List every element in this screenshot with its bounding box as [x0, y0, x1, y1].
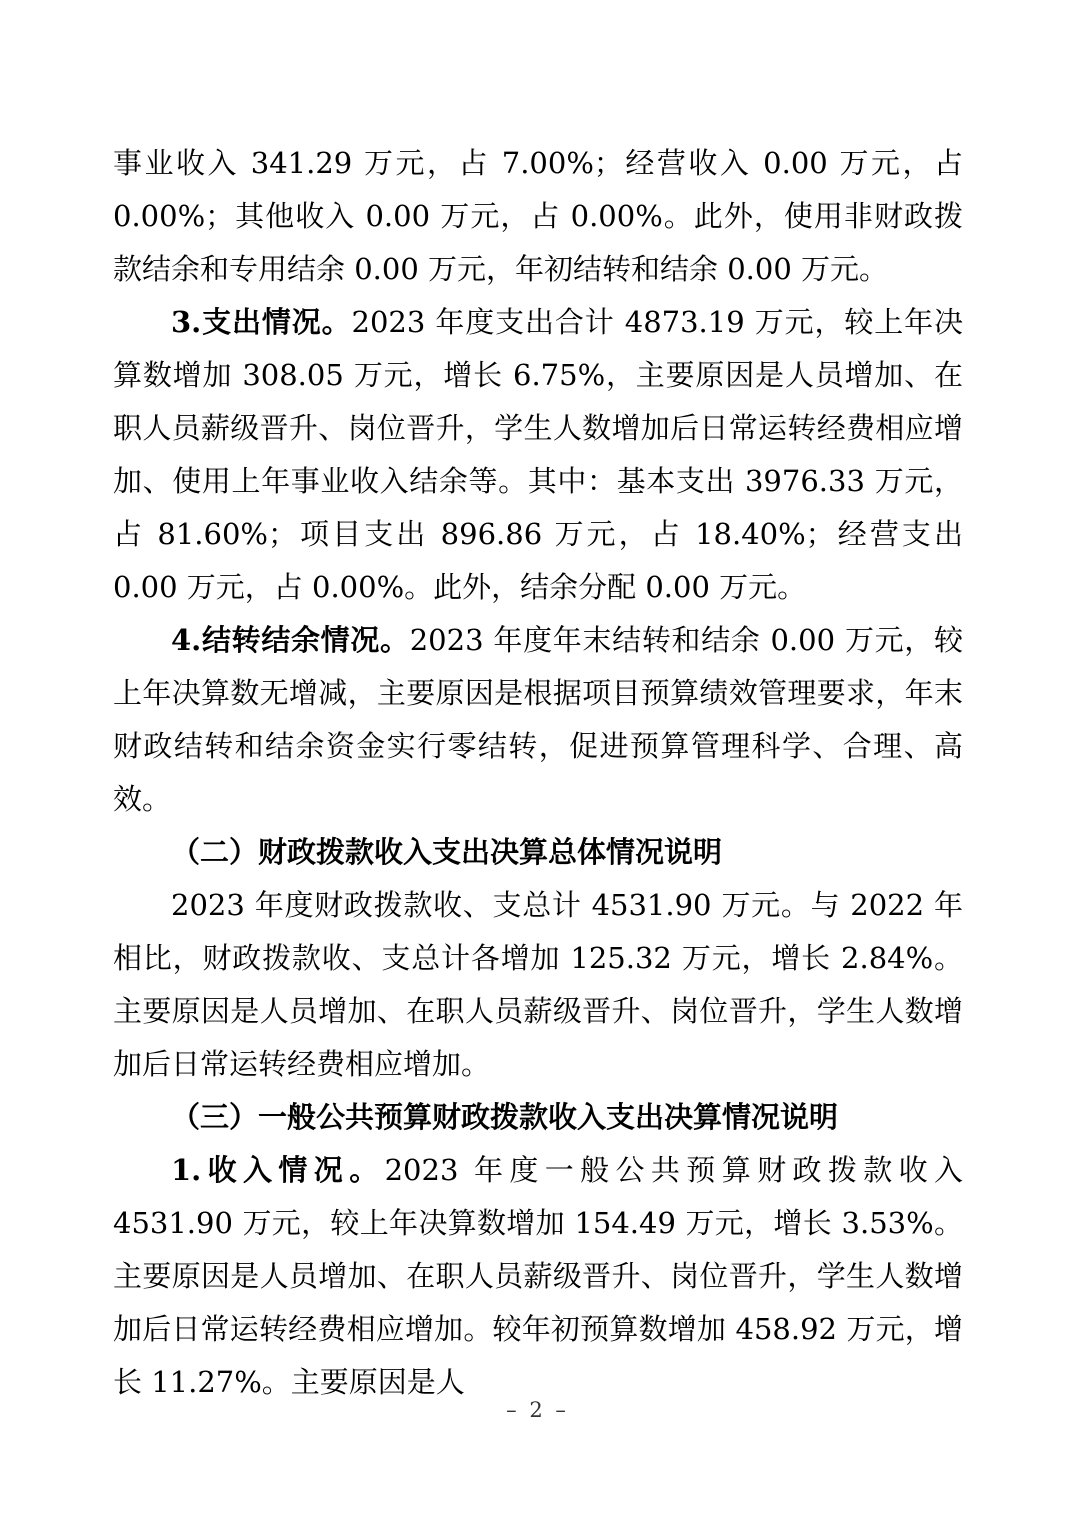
paragraph — [113, 296, 963, 614]
paragraph-text: 2023 年度一般公共预算财政拨款收入 4531.90 万元，较上年决算数增加 154.49 万元，增长 3.53%。主要原因是人员增加、在职人员薪级晋升、岗位晋升，学生人数增加后日常运转经费相应增加。较年初预算数增加 458.92 万元，增长 11.27%。主要原因是人 — [113, 1153, 963, 1399]
section-heading — [113, 826, 963, 879]
page-number-label: – 2 – — [506, 1398, 569, 1422]
paragraph-text: 2023 年度年末结转和结余 0.00 万元，较上年决算数无增减，主要原因是根据项目预算绩效管理要求，年末财政结转和结余资金实行零结转，促进预算管理科学、合理、高效。 — [113, 623, 963, 816]
paragraph-lead-bold: （三）一般公共预算财政拨款收入支出决算情况说明 — [171, 1100, 839, 1134]
document-body — [113, 137, 963, 1409]
section-heading — [113, 1091, 963, 1144]
paragraph-text: 2023 年度支出合计 4873.19 万元，较上年决算数增加 308.05 万元，增长 6.75%，主要原因是人员增加、在职人员薪级晋升、岗位晋升，学生人数增加后日常运转经费相应增加、使用上年事业收入结余等。其中：基本支出 3976.33 万元，占 81.60%；项目支出 896.86 万元，占 18.40%；经营支出 0.00 万元，占 0.00%。此外，结余分配 0.00 万元。 — [113, 305, 963, 604]
paragraph — [113, 1144, 963, 1409]
paragraph-lead-bold: 3.支出情况。 — [171, 305, 352, 339]
paragraph-lead-bold: 4.结转结余情况。 — [171, 623, 410, 657]
paragraph-lead-bold: （二）财政拨款收入支出决算总体情况说明 — [171, 835, 723, 869]
page-footer — [0, 1398, 1075, 1422]
paragraph-text: 事业收入 341.29 万元，占 7.00%；经营收入 0.00 万元，占 0.00%；其他收入 0.00 万元，占 0.00%。此外，使用非财政拨款结余和专用结余 0.00 万元，年初结转和结余 0.00 万元。 — [113, 146, 963, 286]
paragraph — [113, 879, 963, 1091]
paragraph — [113, 614, 963, 826]
paragraph-text: 2023 年度财政拨款收、支总计 4531.90 万元。与 2022 年相比，财政拨款收、支总计各增加 125.32 万元，增长 2.84%。主要原因是人员增加、在职人员薪级晋升、岗位晋升，学生人数增加后日常运转经费相应增加。 — [113, 888, 963, 1081]
paragraph-lead-bold: 1.收入情况。 — [171, 1153, 385, 1187]
paragraph — [113, 137, 963, 296]
